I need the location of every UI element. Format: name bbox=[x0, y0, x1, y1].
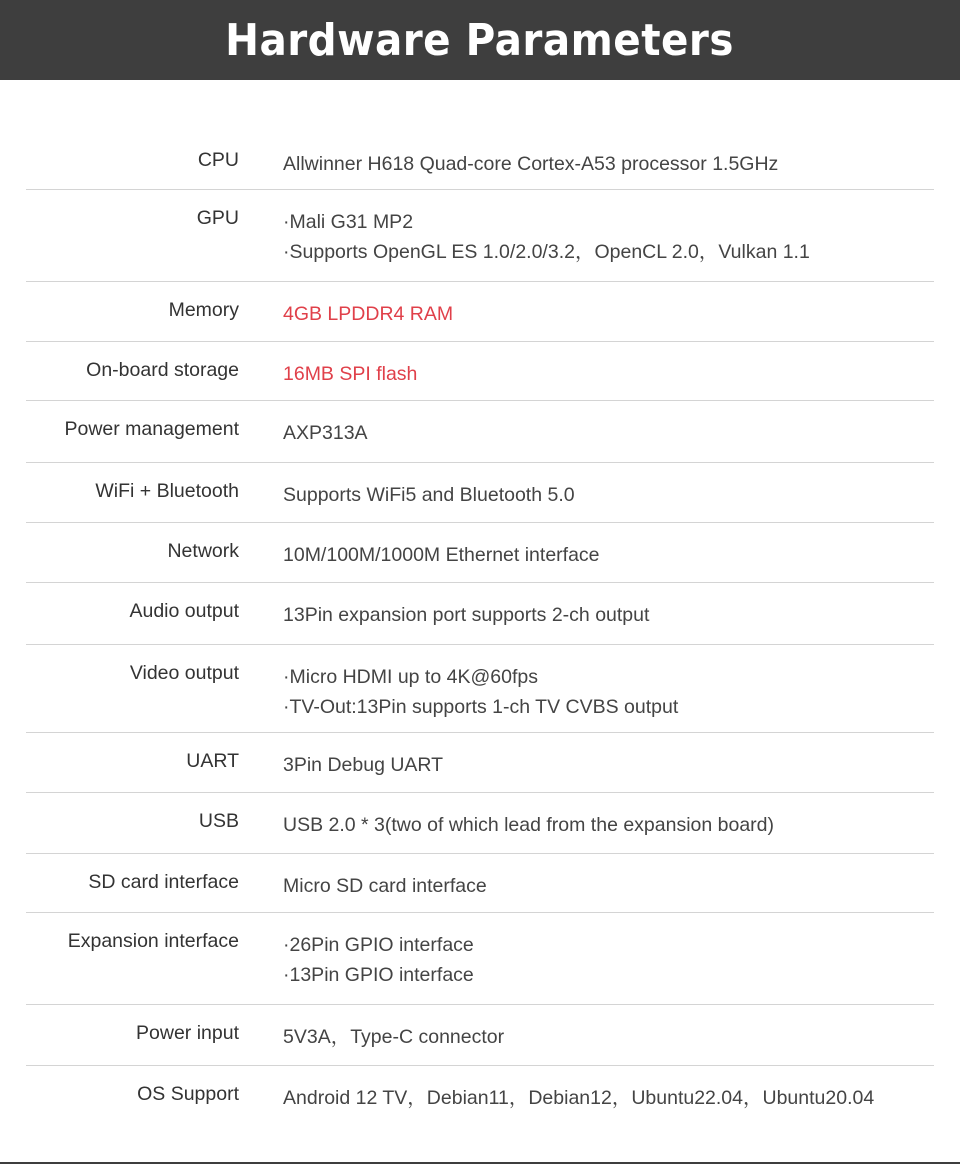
spec-label: Audio output bbox=[129, 600, 239, 622]
spec-row bbox=[26, 282, 934, 342]
spec-value-line: ·Mali G31 MP2 bbox=[283, 211, 414, 233]
spec-value-line: 4GB LPDDR4 RAM bbox=[283, 303, 454, 325]
spec-value bbox=[239, 132, 778, 189]
spec-label: OS Support bbox=[137, 1083, 239, 1105]
spec-row bbox=[26, 132, 934, 190]
spec-value-line: AXP313A bbox=[283, 422, 368, 444]
page-header bbox=[0, 0, 960, 80]
spec-value-line: ·13Pin GPIO interface bbox=[283, 964, 474, 986]
spec-row bbox=[26, 463, 934, 523]
spec-row bbox=[26, 854, 934, 913]
spec-label: SD card interface bbox=[88, 871, 239, 893]
spec-value bbox=[239, 583, 649, 644]
spec-label: CPU bbox=[197, 149, 239, 171]
spec-value-line: ·Supports OpenGL ES 1.0/2.0/3.2，OpenCL 2.0，Vulkan 1.1 bbox=[283, 241, 810, 263]
spec-row bbox=[26, 1005, 934, 1066]
spec-label: USB bbox=[198, 810, 239, 832]
spec-label: GPU bbox=[196, 207, 239, 229]
spec-value bbox=[239, 523, 600, 582]
spec-value bbox=[239, 913, 474, 1004]
spec-row bbox=[26, 793, 934, 854]
spec-row bbox=[26, 401, 934, 463]
spec-value-line: ·Micro HDMI up to 4K@60fps bbox=[283, 666, 538, 688]
spec-value bbox=[239, 854, 487, 912]
spec-label: Video output bbox=[129, 662, 239, 684]
spec-value-line: 5V3A，Type-C connector bbox=[283, 1026, 505, 1048]
spec-value-line: 16MB SPI flash bbox=[283, 363, 418, 385]
spec-label: UART bbox=[186, 750, 239, 772]
spec-value-line: Micro SD card interface bbox=[283, 875, 487, 897]
spec-label: Memory bbox=[168, 299, 239, 321]
spec-value bbox=[239, 342, 417, 400]
spec-value bbox=[239, 645, 678, 732]
spec-row bbox=[26, 733, 934, 793]
spec-value bbox=[239, 793, 774, 853]
spec-value-line: 3Pin Debug UART bbox=[283, 754, 444, 776]
spec-value-line: Supports WiFi5 and Bluetooth 5.0 bbox=[283, 484, 575, 506]
spec-row bbox=[26, 645, 934, 733]
spec-value bbox=[239, 733, 443, 792]
spec-label: Power input bbox=[136, 1022, 239, 1044]
spec-value bbox=[239, 282, 453, 341]
spec-row bbox=[26, 523, 934, 583]
spec-value bbox=[239, 1005, 504, 1065]
spec-value-line: USB 2.0 * 3(two of which lead from the expansion board) bbox=[283, 814, 775, 836]
spec-value-line: 10M/100M/1000M Ethernet interface bbox=[283, 544, 600, 566]
spec-value-line: 13Pin expansion port supports 2-ch output bbox=[283, 604, 650, 626]
spec-label: Expansion interface bbox=[67, 930, 239, 952]
spec-value bbox=[239, 401, 368, 462]
spec-row bbox=[26, 342, 934, 401]
spec-label: Network bbox=[167, 540, 239, 562]
spec-label: Power management bbox=[64, 418, 239, 440]
page-title: Hardware Parameters bbox=[225, 14, 735, 66]
spec-table bbox=[26, 132, 934, 1128]
spec-label: WiFi + Bluetooth bbox=[95, 480, 239, 502]
spec-value-line: Android 12 TV，Debian11，Debian12，Ubuntu22.04，Ubuntu20.04 bbox=[283, 1087, 875, 1109]
spec-value-line: Allwinner H618 Quad-core Cortex-A53 processor 1.5GHz bbox=[283, 153, 779, 175]
spec-label: On-board storage bbox=[86, 359, 239, 381]
spec-row bbox=[26, 913, 934, 1005]
spec-row bbox=[26, 1066, 934, 1128]
spec-row bbox=[26, 583, 934, 645]
spec-value-line: ·26Pin GPIO interface bbox=[283, 934, 474, 956]
spec-value bbox=[239, 1066, 874, 1128]
spec-row bbox=[26, 190, 934, 282]
spec-value-line: ·TV-Out:13Pin supports 1-ch TV CVBS output bbox=[283, 696, 679, 718]
spec-value bbox=[239, 190, 810, 281]
spec-value bbox=[239, 463, 575, 522]
